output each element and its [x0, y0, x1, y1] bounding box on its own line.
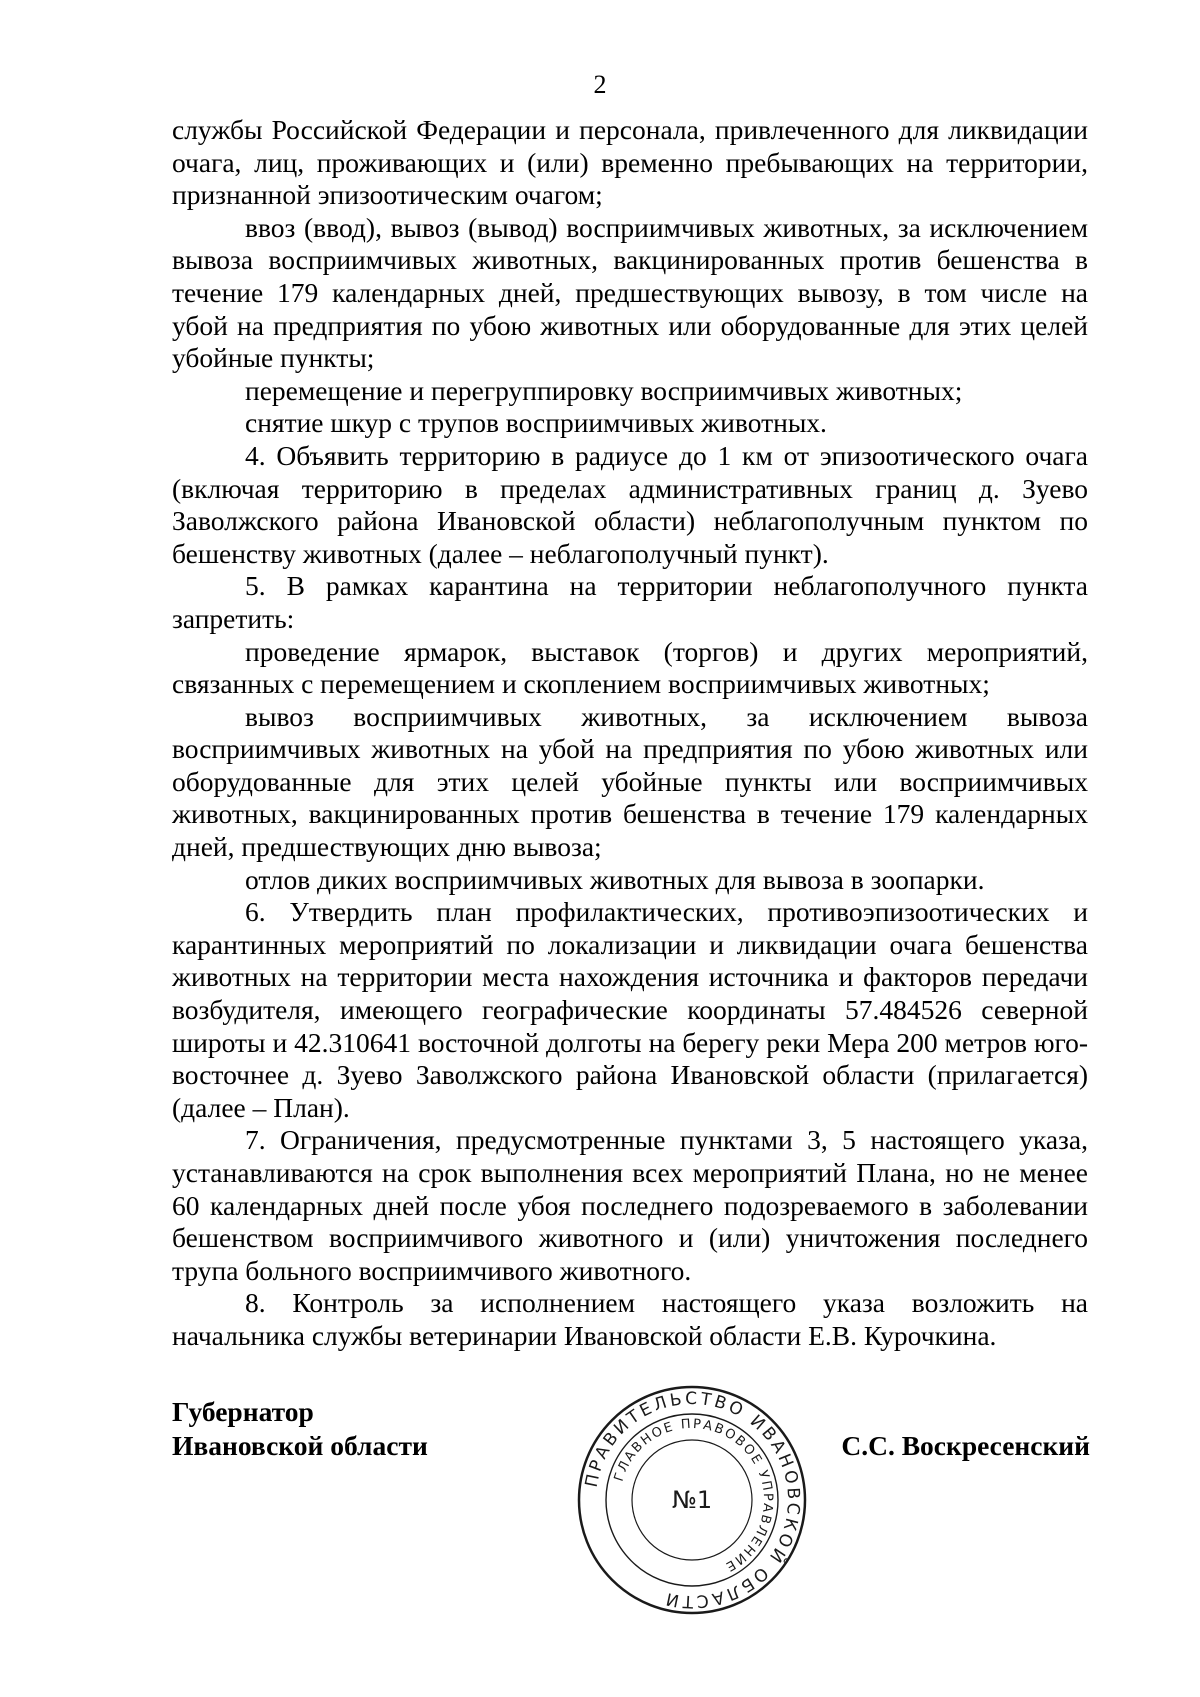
signatory-title	[172, 1395, 428, 1463]
seal-number: №1	[671, 1486, 713, 1514]
signatory-name: С.С. Воскресенский	[841, 1430, 1090, 1461]
seal-outer-text: ПРАВИТЕЛЬСТВО ИВАНОВСКОЙ ОБЛАСТИ	[581, 1388, 804, 1612]
paragraph: ввоз (ввод), вывоз (вывод) восприимчивых животных, за исключением вывоза восприимчивых животных, вакцинированных против бешенства в течение 179 календарных дней, предшествующих вывозу, в том числе на убой на предприятия по убою животных или оборудованные для этих целей убойные пункты;	[172, 211, 1088, 374]
paragraph: снятие шкур с трупов восприимчивых животных.	[245, 407, 827, 439]
signatory-title-line2: Ивановской области	[172, 1430, 428, 1461]
page-number: 2	[593, 70, 607, 99]
paragraph: вывоз восприимчивых животных, за исключением вывоза восприимчивых животных на убой на предприятия по убою животных или оборудованные для этих целей убойные пункты или восприимчивых животных, вакцинированных против бешенства в течение 179 календарных дней, предшествующих дню вывоза;	[172, 700, 1088, 863]
official-seal	[572, 1380, 812, 1620]
document-body	[172, 114, 1088, 1353]
paragraph: 5. В рамках карантина на территории неблагополучного пункта запретить:	[172, 570, 1088, 634]
seal-inner-text: ГЛАВНОЕ ПРАВОВОЕ УПРАВЛЕНИЕ	[611, 1416, 776, 1575]
paragraph: 6. Утвердить план профилактических, противоэпизоотических и карантинных мероприятий по локализации и ликвидации очага бешенства животных на территории места нахождения источника и факторов передачи возбудителя, имеющего географические координаты 57.484526 северной широты и 42.310641 восточной долготы на берегу реки Мера 200 метров юго-восточнее д. Зуево Заволжского района Ивановской области (прилагается) (далее – План).	[172, 896, 1088, 1123]
paragraph: 4. Объявить территорию в радиусе до 1 км от эпизоотического очага (включая территорию в пределах административных границ д. Зуево Заволжского района Ивановской области) неблагополучным пунктом по бешенству животных (далее – неблагополучный пункт).	[172, 439, 1088, 569]
paragraph: перемещение и перегруппировку восприимчивых животных;	[245, 374, 963, 406]
paragraph: 8. Контроль за исполнением настоящего указа возложить на начальника службы ветеринарии Ивановской области Е.В. Курочкина.	[172, 1287, 1088, 1351]
signatory-title-line1: Губернатор	[172, 1396, 314, 1427]
paragraph: отлов диких восприимчивых животных для вывоза в зоопарки.	[245, 863, 985, 895]
paragraph: службы Российской Федерации и персонала, привлеченного для ликвидации очага, лиц, проживающих и (или) временно пребывающих на территории, признанной эпизоотическим очагом;	[172, 114, 1088, 211]
paragraph: 7. Ограничения, предусмотренные пунктами 3, 5 настоящего указа, устанавливаются на срок выполнения всех мероприятий Плана, но не менее 60 календарных дней после убоя последнего подозреваемого в заболевании бешенством восприимчивого животного и (или) уничтожения последнего трупа больного восприимчивого животного.	[172, 1124, 1088, 1286]
paragraph: проведение ярмарок, выставок (торгов) и других мероприятий, связанных с перемещением и скоплением восприимчивых животных;	[172, 635, 1088, 700]
